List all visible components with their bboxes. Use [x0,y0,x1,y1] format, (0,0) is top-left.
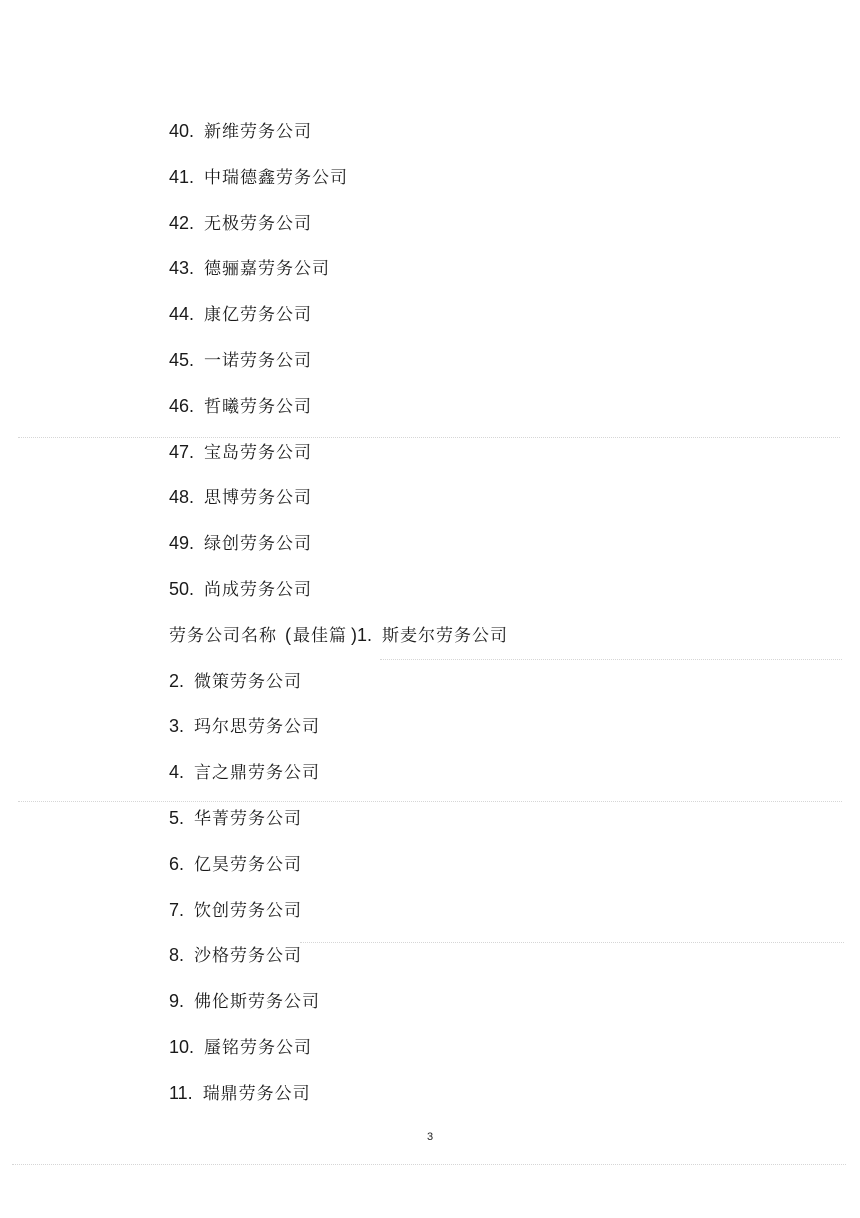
heading-paren-close: ) [351,624,357,645]
list-item [169,437,508,483]
item-number: 3. [169,716,185,737]
item-number: 42. [169,212,195,233]
section-heading [169,620,508,666]
list-item [169,116,508,162]
list-item [169,253,508,299]
company-name: 德骊嘉劳务公司 [204,259,331,280]
list-item [169,849,508,895]
item-number: 44. [169,304,195,325]
list-item [169,986,508,1032]
list-item [169,391,508,437]
list-item [169,1032,508,1078]
item-number: 5. [169,807,185,828]
item-number: 9. [169,991,185,1012]
item-number: 8. [169,945,185,966]
company-name: 言之鼎劳务公司 [194,763,321,784]
company-name: 一诺劳务公司 [204,350,313,371]
list-item [169,757,508,803]
heading-paren-open: ( [285,624,291,645]
company-name: 玛尔思劳务公司 [194,717,321,738]
item-number: 43. [169,258,195,279]
list-item [169,666,508,712]
dotted-separator [12,1164,846,1165]
company-name: 哲曦劳务公司 [204,396,313,417]
list-item [169,940,508,986]
list-item [169,1078,508,1124]
item-number: 49. [169,533,195,554]
item-number: 45. [169,349,195,370]
item-number: 2. [169,670,185,691]
company-name: 康亿劳务公司 [204,305,313,326]
item-number: 6. [169,853,185,874]
company-name: 亿昊劳务公司 [194,854,303,875]
item-number: 11. [169,1082,193,1103]
heading-lead: 劳务公司名称 [169,625,277,646]
company-name-list [169,116,508,1124]
company-name: 宝岛劳务公司 [204,442,313,463]
list-item [169,711,508,757]
item-number: 46. [169,395,195,416]
heading-paren-text: 最佳篇 [293,625,347,646]
company-name: 绿创劳务公司 [204,534,313,555]
list-item [169,208,508,254]
company-name: 思博劳务公司 [204,488,313,509]
item-number: 10. [169,1036,195,1057]
list-item [169,803,508,849]
item-number: 47. [169,441,195,462]
company-name: 尚成劳务公司 [204,579,313,600]
company-name: 无极劳务公司 [204,213,313,234]
company-name: 华菁劳务公司 [194,808,303,829]
company-name: 蜃铭劳务公司 [204,1037,313,1058]
list-item [169,345,508,391]
company-name: 瑞鼎劳务公司 [202,1083,311,1104]
list-item [169,299,508,345]
item-number: 4. [169,762,185,783]
company-name: 饮创劳务公司 [194,900,303,921]
item-number: 40. [169,121,195,141]
company-name: 新维劳务公司 [204,122,313,142]
item-number: 7. [169,899,185,920]
company-name: 微策劳务公司 [194,671,303,692]
company-name: 沙格劳务公司 [194,946,303,967]
company-name: 斯麦尔劳务公司 [382,625,509,646]
list-item [169,162,508,208]
item-number: 50. [169,578,195,599]
list-item [169,574,508,620]
page-number: 3 [426,1131,434,1143]
list-item [169,528,508,574]
item-number: 41. [169,166,195,187]
item-number: 48. [169,487,195,508]
company-name: 中瑞德鑫劳务公司 [204,167,349,188]
list-item [169,482,508,528]
list-item [169,895,508,941]
item-number: 1. [357,624,373,645]
company-name: 佛伦斯劳务公司 [194,992,321,1013]
